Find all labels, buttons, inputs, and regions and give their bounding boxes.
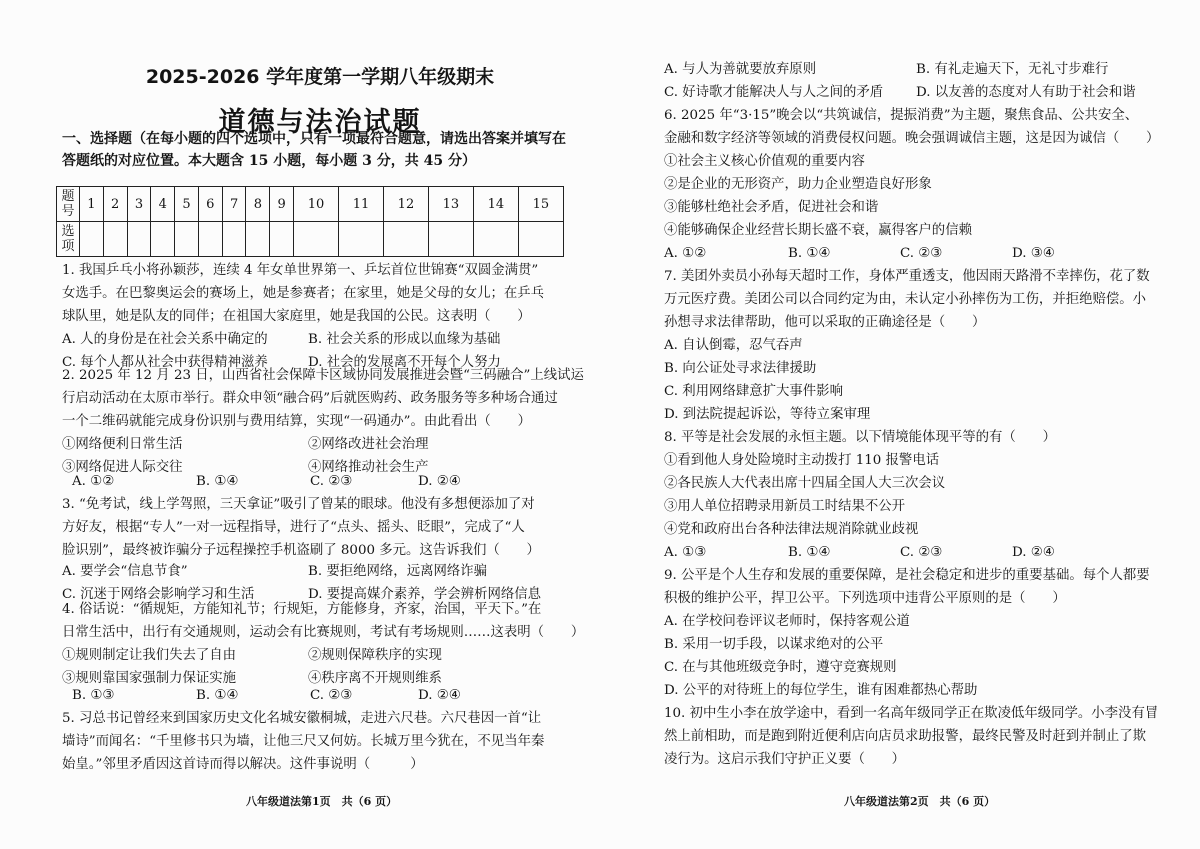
question-4-statement-3: ③规则靠国家强制力保证实施 (62, 671, 237, 686)
question-4-statement-2: ②规则保障秩序的实现 (308, 648, 442, 663)
question-2-option-d: D. ②④ (418, 474, 461, 489)
answer-grid (56, 186, 564, 257)
question-8-option-b: B. ①④ (788, 545, 831, 560)
question-2-option-b: B. ①④ (196, 474, 239, 489)
question-3-stem: 3. “免考试，线上学驾照，三天拿证”吸引了曾某的眼球。他没有多想便添加了对 方好友，根据“专人”一对一远程指导，进行了“点头、摇头、眨眼”，完成了“人 脸识别”，最终被诈骗分子远程操控手机盗刷了 8000 多元。这告诉我们（ ） (62, 497, 540, 558)
question-number: 15 (518, 187, 563, 222)
question-2-statement-1: ①网络便利日常生活 (62, 437, 183, 452)
question-2-option-c: C. ②③ (310, 474, 353, 489)
question-number: 11 (339, 187, 384, 222)
question-8-option-a: A. ①③ (664, 545, 707, 560)
question-10-stem: 10. 初中生小李在放学途中，看到一名高年级同学正在欺凌低年级同学。小李没有冒 然上前相助，而是跑到附近便利店向店员求助报警，最终民警及时赶到并制止了欺 凌行为。这启示我们守护正义要（ ） (664, 706, 1159, 767)
question-9-options (664, 610, 1194, 702)
page-footer: 八年级道法第1页 共（6 页） (246, 795, 398, 808)
question-3-option-b: B. 要拒绝网络，远离网络诈骗 (308, 564, 488, 579)
question-2-statement-3: ③网络促进人际交往 (62, 460, 183, 475)
exam-subject-title: 道德与法治试题 (218, 107, 422, 138)
question-6-statement-2: ②是企业的无形资产，助力企业塑造良好形象 (664, 177, 932, 192)
question-3-option-a: A. 要学会“信息节食” (62, 564, 188, 579)
question-8-statements (664, 449, 1194, 541)
answer-cell (127, 222, 151, 257)
answer-cell (294, 222, 339, 257)
question-9-option-c: C. 在与其他班级竞争时，遵守竞赛规则 (664, 660, 897, 675)
question-number: 2 (103, 187, 127, 222)
question-6-option-c: C. ②③ (900, 246, 943, 261)
question-8-stem: 8. 平等是社会发展的永恒主题。以下情境能体现平等的有（ ） (664, 430, 1056, 445)
question-5-option-b: B. 有礼走遍天下，无礼寸步难行 (916, 62, 1109, 77)
question-4-option-b: B. ①④ (196, 688, 239, 703)
question-number: 12 (383, 187, 428, 222)
question-number: 3 (127, 187, 151, 222)
question-7-option-b: B. 向公证处寻求法律援助 (664, 361, 817, 376)
question-6-statement-1: ①社会主义核心价值观的重要内容 (664, 154, 865, 169)
question-8-statement-4: ④党和政府出台各种法律法规消除就业歧视 (664, 522, 919, 537)
answer-grid-choice-label: 选 项 (57, 222, 80, 257)
answer-grid-number-label: 题 号 (57, 187, 80, 222)
question-7-stem: 7. 美团外卖员小孙每天超时工作，身体严重透支，他因雨天路滑不幸摔伤，花了数 万元医疗费。美团公司以合同约定为由，未认定小孙摔伤为工伤，并拒绝赔偿。小 孙想寻求法律帮助，他可以采取的正确途径是（ ） (664, 269, 1150, 330)
exam-term-title: 2025-2026 学年度第一学期八年级期末 (145, 66, 495, 88)
answer-cell (198, 222, 222, 257)
question-number: 4 (151, 187, 175, 222)
answer-cell (383, 222, 428, 257)
question-7-option-c: C. 利用网络肆意扩大事件影响 (664, 384, 843, 399)
answer-cell (428, 222, 473, 257)
answer-cell (175, 222, 199, 257)
question-6-stem: 6. 2025 年“3·15”晚会以“共筑诚信，提振消费”为主题，聚焦食品、公共安全、 金融和数字经济等领域的消费侵权问题。晚会强调诚信主题，这是因为诚信（ ） (664, 108, 1160, 146)
answer-cell (103, 222, 127, 257)
question-3-option-c: C. 沉迷于网络会影响学习和生活 (62, 587, 255, 602)
question-3-option-d: D. 要提高媒介素养，学会辨析网络信息 (308, 587, 542, 602)
page-footer: 八年级道法第2页 共（6 页） (844, 795, 996, 808)
question-7-option-d: D. 到法院提起诉讼，等待立案审理 (664, 407, 871, 422)
question-9-stem: 9. 公平是个人生存和发展的重要保障，是社会稳定和进步的重要基础。每个人都要 积极的维护公平，捍卫公平。下列选项中违背公平原则的是（ ） (664, 568, 1150, 606)
question-5-option-c: C. 好诗歌才能解决人与人之间的矛盾 (664, 85, 884, 100)
answer-cell (80, 222, 104, 257)
answer-cell (339, 222, 384, 257)
question-9-option-b: B. 采用一切手段，以谋求绝对的公平 (664, 637, 884, 652)
answer-cell (151, 222, 175, 257)
question-1-option-d: D. 社会的发展离不开每个人努力 (308, 355, 501, 370)
question-2-statement-2: ②网络改进社会治理 (308, 437, 429, 452)
question-1-stem: 1. 我国乒乓小将孙颖莎，连续 4 年女单世界第一、乒坛首位世锦赛“双圆金满贯” 女选手。在巴黎奥运会的赛场上，她是参赛者；在家里，她是父母的女儿；在乒乓 球队里，她是队友的同伴；在祖国大家庭里，她是我国的公民。这表明（ ） (62, 263, 545, 324)
exam-page-2 (600, 0, 1200, 849)
question-4-option-c: C. ②③ (310, 688, 353, 703)
question-4-option-a: B. ①③ (72, 688, 115, 703)
answer-cell (246, 222, 270, 257)
question-number: 5 (175, 187, 199, 222)
question-6-statements (664, 150, 1194, 242)
question-4-option-d: D. ②④ (418, 688, 461, 703)
question-8-statement-3: ③用人单位招聘录用新员工时结果不公开 (664, 499, 906, 514)
question-number: 10 (294, 187, 339, 222)
question-7-option-a: A. 自认倒霉，忍气吞声 (664, 338, 803, 353)
answer-cell (518, 222, 563, 257)
question-5-option-d: D. 以友善的态度对人有助于社会和谐 (916, 85, 1136, 100)
question-5-option-a: A. 与人为善就要放弃原则 (664, 62, 817, 77)
question-8-option-c: C. ②③ (900, 545, 943, 560)
answer-cell (222, 222, 246, 257)
question-6-option-b: B. ①④ (788, 246, 831, 261)
question-6-option-a: A. ①② (664, 246, 707, 261)
question-1-option-c: C. 每个人都从社会中获得精神滋养 (62, 355, 268, 370)
question-number: 14 (473, 187, 518, 222)
question-number: 8 (246, 187, 270, 222)
question-number: 6 (198, 187, 222, 222)
question-4-stem: 4. 俗话说：“循规矩，方能知礼节；行规矩，方能修身，齐家，治国，平天下。”在 日常生活中，出行有交通规则，运动会有比赛规则，考试有考场规则……这表明（ ） (62, 602, 585, 640)
question-4-statement-4: ④秩序离不开规则维系 (308, 671, 442, 686)
question-2-statement-4: ④网络推动社会生产 (308, 460, 429, 475)
question-number: 9 (270, 187, 294, 222)
question-8-statement-1: ①看到他人身处险境时主动拨打 110 报警电话 (664, 453, 940, 468)
question-number: 7 (222, 187, 246, 222)
question-number: 13 (428, 187, 473, 222)
question-5-stem: 5. 习总书记曾经来到国家历史文化名城安徽桐城，走进六尺巷。六尺巷因一首“让 墙诗”而闻名：“千里修书只为墙，让他三尺又何妨。长城万里今犹在，不见当年秦 始皇。”邻里矛盾因这首诗而得以解决。这件事说明（ ） (62, 711, 545, 772)
question-7-options (664, 334, 1194, 426)
question-9-option-d: D. 公平的对待班上的每位学生，谁有困难都热心帮助 (664, 683, 978, 698)
question-number: 1 (80, 187, 104, 222)
question-8-statement-2: ②各民族人大代表出席十四届全国人大三次会议 (664, 476, 946, 491)
question-6-statement-3: ③能够杜绝社会矛盾，促进社会和谐 (664, 200, 879, 215)
question-9-option-a: A. 在学校问卷评议老师时，保持客观公道 (664, 614, 910, 629)
question-6-option-d: D. ③④ (1012, 246, 1055, 261)
question-4-statement-1: ①规则制定让我们失去了自由 (62, 648, 237, 663)
answer-cell (270, 222, 294, 257)
answer-cell (473, 222, 518, 257)
question-2-option-a: A. ①② (72, 474, 115, 489)
question-1-option-b: B. 社会关系的形成以血缘为基础 (308, 332, 501, 347)
question-8-option-d: D. ②④ (1012, 545, 1055, 560)
question-1-option-a: A. 人的身份是在社会关系中确定的 (62, 332, 268, 347)
section-instructions: 一、选择题（在每小题的四个选项中，只有一项最符合题意，请选出答案并填写在 答题纸的对应位置。本大题含 15 小题，每小题 3 分，共 45 分） (62, 131, 566, 169)
question-2-stem: 2. 2025 年 12 月 23 日，山西省社会保障卡区域协同发展推进会暨“三码融合”上线试运 行启动活动在太原市举行。群众申领“融合码”后就医购药、政务服务等多种场合通过 一个二维码就能完成身份识别与费用结算，实现“一码通办”。由此看出（ ） (62, 368, 584, 429)
question-6-statement-4: ④能够确保企业经营长期长盛不衰，赢得客户的信赖 (664, 223, 972, 238)
